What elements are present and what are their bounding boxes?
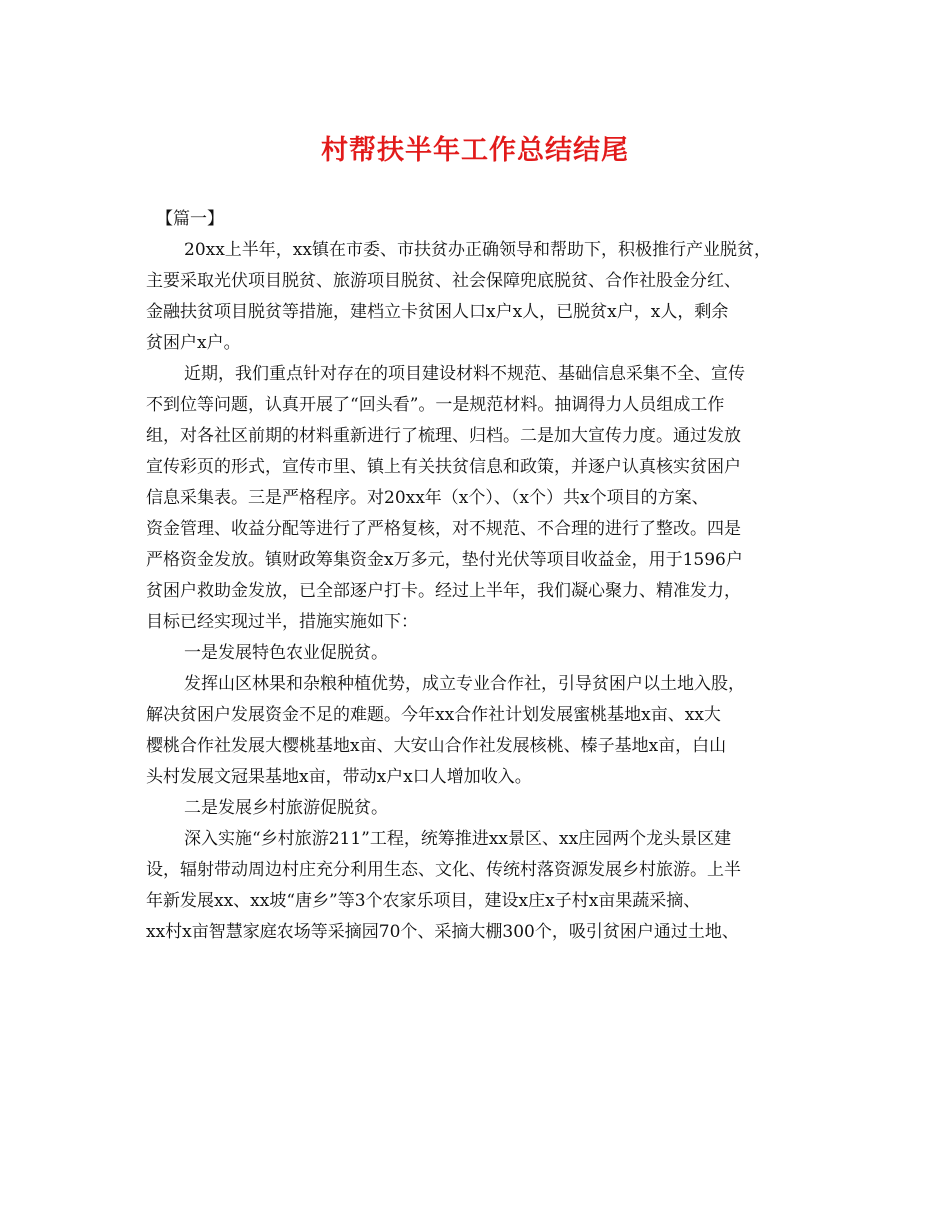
- paragraph-line: 解决贫困户发展资金不足的难题。今年xx合作社计划发展蜜桃基地x亩、xx大: [146, 705, 721, 725]
- document-title: 村帮扶半年工作总结结尾: [321, 135, 629, 166]
- paragraph-line: 组，对各社区前期的材料重新进行了梳理、归档。二是加大宣传力度。通过发放: [146, 426, 741, 446]
- paragraph-line: 近期，我们重点针对存在的项目建设材料不规范、基础信息采集不全、宣传: [184, 364, 745, 384]
- paragraph-line: 贫困户x户。: [146, 333, 241, 353]
- paragraph-line: 资金管理、收益分配等进行了严格复核，对不规范、不合理的进行了整改。四是: [146, 519, 741, 539]
- paragraph-line: 宣传彩页的形式，宣传市里、镇上有关扶贫信息和政策，并逐户认真核实贫困户: [146, 457, 741, 477]
- paragraph-line: 主要采取光伏项目脱贫、旅游项目脱贫、社会保障兜底脱贫、合作社股金分红、: [146, 271, 741, 291]
- paragraph-line: 深入实施“乡村旅游211”工程，统筹推进xx景区、xx庄园两个龙头景区建: [184, 829, 732, 849]
- paragraph-line: 头村发展文冠果基地x亩，带动x户x口人增加收入。: [146, 767, 532, 787]
- paragraph-line: 20xx上半年，xx镇在市委、市扶贫办正确领导和帮助下，积极推行产业脱贫，: [184, 240, 771, 260]
- paragraph-line: 发挥山区林果和杂粮种植优势，成立专业合作社，引导贫困户以土地入股，: [184, 674, 745, 694]
- paragraph-line: 信息采集表。三是严格程序。对20xx年（x个）、（x个）共x个项目的方案、: [146, 488, 709, 508]
- paragraph-line: 严格资金发放。镇财政筹集资金x万多元，垫付光伏等项目收益金，用于1596户: [146, 550, 743, 570]
- paragraph-line: 贫困户救助金发放，已全部逐户打卡。经过上半年，我们凝心聚力、精准发力，: [146, 581, 741, 601]
- paragraph-line: 樱桃合作社发展大樱桃基地x亩、大安山合作社发展核桃、榛子基地x亩，白山: [146, 736, 727, 756]
- subheading-line: 二是发展乡村旅游促脱贫。: [184, 798, 388, 818]
- paragraph-line: 金融扶贫项目脱贫等措施，建档立卡贫困人口x户x人，已脱贫x户，x人，剩余: [146, 302, 729, 322]
- paragraph-line: 不到位等问题，认真开展了“回头看”。一是规范材料。抽调得力人员组成工作: [146, 395, 725, 415]
- paragraph-line: 目标已经实现过半，措施实施如下：: [146, 612, 418, 632]
- paragraph-line: xx村x亩智慧家庭农场等采摘园70个、采摘大棚300个，吸引贫困户通过土地、: [146, 922, 739, 942]
- paragraph-line: 设，辐射带动周边村庄充分利用生态、文化、传统村落资源发展乡村旅游。上半: [146, 860, 741, 880]
- section-label: 【篇一】: [156, 209, 224, 229]
- document-body: [146, 204, 822, 948]
- paragraph-line: 年新发展xx、xx坡“唐乡”等3个农家乐项目，建设x庄x子村x亩果蔬采摘、: [146, 891, 701, 911]
- subheading-line: 一是发展特色农业促脱贫。: [184, 643, 388, 663]
